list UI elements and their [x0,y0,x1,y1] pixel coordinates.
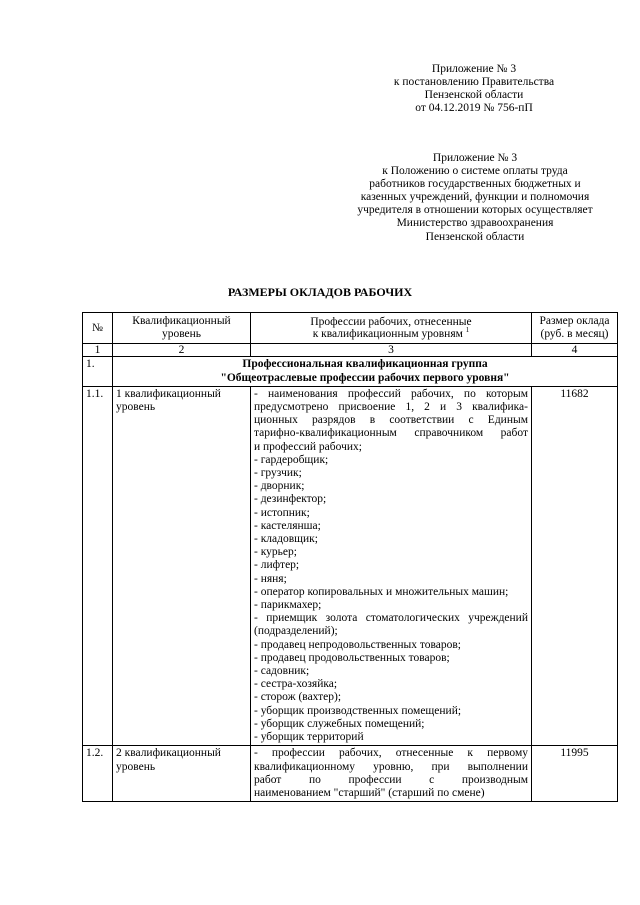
header-professions-line [254,328,528,341]
column-number: 4 [532,344,618,357]
profession-item: - оператор копировальных и множительных машин; [254,585,509,598]
column-number-row [83,344,618,357]
row-professions [251,386,532,745]
group-number: 1. [83,357,113,386]
profession-intro-line: - наименования профессий рабочих, по которым [254,387,528,400]
profession-item: - садовник; [254,665,310,678]
profession-item: - няня; [254,572,287,585]
row-level-line: 1 квалификационный [116,387,221,400]
attachment-line: Приложение № 3 [432,152,518,164]
row-salary: 11995 [532,746,618,802]
header-salary [532,313,618,344]
column-number: 2 [113,344,251,357]
profession-item: - уборщик территорий [254,731,364,744]
column-number: 1 [83,344,113,357]
profession-item: - парикмахер; [254,599,322,612]
attachment-line: к Положению о системе оплаты труда [382,165,568,178]
profession-item: - дезинфектор; [254,493,327,506]
row-number: 1.2. [83,746,113,802]
attachment-line: Пензенской области [425,230,525,243]
row-level-line: уровень [116,401,156,414]
row-number: 1.1. [83,386,113,745]
attachment-line: Пензенской области [424,89,524,102]
header-salary-line: Размер оклада [539,315,610,327]
profession-item: - курьер; [254,546,297,559]
row-level [113,746,251,802]
header-level-line: уровень [161,328,202,341]
profession-intro-line: предусмотрено присвоение 1, 2 и 3 квалифика- [254,401,528,414]
profession-item: - уборщик производственных помещений; [254,704,462,717]
attachment-line: Приложение № 3 [431,63,517,75]
profession-item: - дворник; [254,480,305,493]
profession-intro-line: квалификационному уровню, при выполнении [254,760,528,773]
attachment-block-resolution [360,63,588,115]
profession-intro-line: ционных разрядов в соответствии с Единым [254,414,528,427]
header-professions [251,313,532,344]
profession-item: - лифтер; [254,559,300,572]
row-level-line: уровень [116,760,156,773]
profession-item: - гардеробщик; [254,453,329,466]
salary-table [82,312,618,802]
attachment-line: казенных учреждений, функции и полномочия [360,191,590,204]
footnote-marker: 1 [465,326,470,335]
column-number: 3 [251,344,532,357]
group-title-line: Профессиональная квалификационная группа [242,358,488,371]
attachment-line: от 04.12.2019 № 756-пП [415,102,533,115]
profession-intro-line: работ по профессии с производным [254,773,528,786]
header-number: № [83,313,113,344]
group-title-line: "Общеотраслевые профессии рабочих первого уровня" [220,371,510,384]
table-row [83,746,618,802]
profession-item: - приемщик золота стоматологических учреждений [254,612,528,625]
profession-item: - кладовщик; [254,533,318,546]
profession-item: - продавец продовольственных товаров; [254,651,450,664]
profession-item: (подразделений); [254,625,338,638]
header-level-line: Квалификационный [132,315,231,327]
profession-item: - сестра-хозяйка; [254,678,338,691]
attachment-line: учредителя в отношении которых осуществляет [357,204,593,217]
header-professions-text: к квалификационным уровням [312,328,463,341]
document-title: РАЗМЕРЫ ОКЛАДОВ РАБОЧИХ [227,285,413,299]
table-header-row [83,313,618,344]
header-salary-line: (руб. в месяц) [540,328,609,341]
profession-intro-line: наименованием "старший" (старший по смене) [254,786,485,799]
row-level-line: 2 квалификационный [116,747,221,760]
header-professions-line: Профессии рабочих, отнесенные [310,315,472,328]
profession-item: - сторож (вахтер); [254,691,342,704]
profession-item: - уборщик служебных помещений; [254,717,425,730]
attachment-line: Министерство здравоохранения [396,217,554,230]
row-professions [251,746,532,802]
profession-intro-line: - профессии рабочих, отнесенные к первому [254,747,528,760]
profession-intro-line: и профессий рабочих; [254,440,362,453]
profession-item: - истопник; [254,506,310,519]
profession-item: - грузчик; [254,467,302,480]
profession-intro-line: тарифно-квалификационным справочником работ [254,427,528,440]
row-level [113,386,251,745]
group-title [113,357,618,386]
table-row [83,386,618,745]
attachment-block-regulation [330,152,620,244]
attachment-line: работников государственных бюджетных и [369,178,581,191]
header-level [113,313,251,344]
profession-item: - кастелянша; [254,519,321,532]
row-salary: 11682 [532,386,618,745]
group-row [83,357,618,386]
profession-item: - продавец непродовольственных товаров; [254,638,461,651]
attachment-line: к постановлению Правительства [393,76,555,89]
